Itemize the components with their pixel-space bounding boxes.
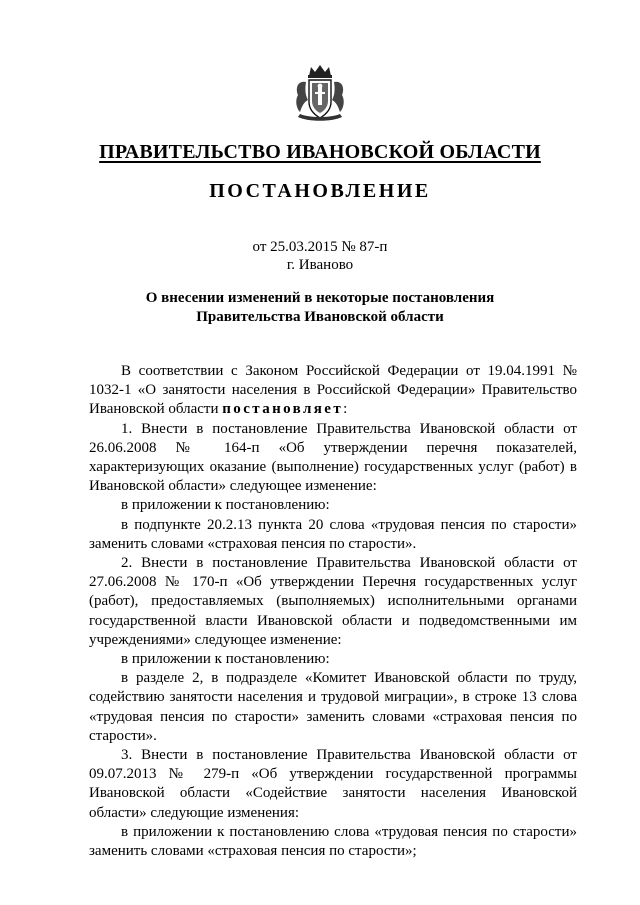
- resolves-word: постановляет: [222, 401, 344, 418]
- document-requisites: [0, 238, 640, 274]
- item-paragraph: 2. Внести в постановление Правительства Ивановской области от 27.06.2008 № 170-п «Об утверждении Перечня государственных услуг (работ), предоставляемых (выполняемых) исполнительными органами государственной власти Ивановской области и подведомственными им учреждениями» следующее изменение:: [89, 555, 577, 648]
- item-paragraph: в приложении к постановлению слова «трудовая пенсия по старости» заменить словами «страховая пенсия по старости»;: [89, 823, 577, 860]
- subject-line: О внесении изменений в некоторые постановления: [145, 290, 495, 306]
- date-number: от 25.03.2015 № 87-п: [252, 239, 388, 255]
- ivanovo-coat-of-arms-icon: [290, 62, 350, 124]
- document-subject: [0, 289, 640, 327]
- item-paragraph: в разделе 2, в подразделе «Комитет Ивановской области по труду, содействию занятости населения и трудовой миграции», в строке 13 слова «трудовая пенсия по старости» заменить словами «страховая пенсия по старости».: [89, 670, 577, 744]
- item-paragraph: в подпункте 20.2.13 пункта 20 слова «трудовая пенсия по старости» заменить словами «страховая пенсия по старости».: [89, 516, 577, 552]
- resolves-colon: :: [343, 401, 348, 418]
- preamble-text: В соответствии с Законом Российской Федерации от 19.04.1991 № 1032-1 «О занятости населения в Российской Федерации» Правительство Ивановской области: [89, 363, 577, 418]
- organization-title: ПРАВИТЕЛЬСТВО ИВАНОВСКОЙ ОБЛАСТИ: [99, 141, 541, 163]
- document-type: ПОСТАНОВЛЕНИЕ: [209, 180, 431, 202]
- preamble-paragraph: [89, 362, 577, 420]
- item-paragraph: в приложении к постановлению:: [121, 497, 330, 514]
- city: г. Иваново: [286, 257, 354, 273]
- item-paragraph: в приложении к постановлению:: [121, 651, 330, 668]
- item-paragraph: 1. Внести в постановление Правительства Ивановской области от 26.06.2008 № 164-п «Об утверждении перечня показателей, характеризующих оказание (выполнение) государственных услуг (работ) в Ивановской области» следующее изменение:: [89, 420, 577, 495]
- item-paragraph: 3. Внести в постановление Правительства Ивановской области от 09.07.2013 № 279-п «Об утверждении государственной программы Ивановской области «Содействие занятости населения Ивановской области» следующие изменения:: [89, 747, 577, 821]
- subject-line: Правительства Ивановской области: [196, 309, 444, 325]
- document-body: [89, 362, 577, 861]
